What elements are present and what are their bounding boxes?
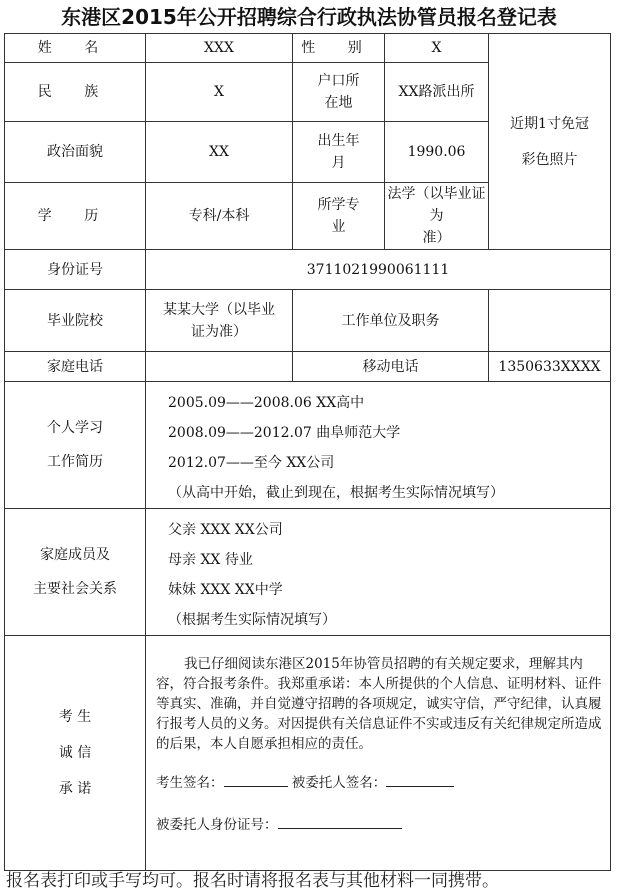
signature-row <box>156 772 602 794</box>
footer-note: 报名表打印或手写均可。报名时请将报名表与其他材料一同携带。 <box>6 871 499 891</box>
political-label: 政治面貌 <box>5 122 146 183</box>
pledge-label: 考 生 诚 信 承 诺 <box>5 636 146 871</box>
home-phone-value[interactable] <box>146 352 293 382</box>
proxy-sign-field[interactable] <box>386 772 454 787</box>
name-label: 姓 名 <box>5 34 146 63</box>
school-label: 毕业院校 <box>5 290 146 352</box>
resume-line: （从高中开始，截止到现在，根据考生实际情况填写） <box>168 485 504 501</box>
proxy-id-row <box>156 814 602 836</box>
pledge-content <box>146 636 611 871</box>
photo-hint-line-2: 彩色照片 <box>521 151 578 168</box>
birth-label: 出生年 月 <box>293 122 385 183</box>
education-label: 学 历 <box>5 183 146 250</box>
school-value[interactable]: 某某大学（以毕业 证为准） <box>146 290 293 352</box>
resume-line: 2008.09——2012.07 曲阜师范大学 <box>168 425 401 441</box>
ethnicity-label: 民 族 <box>5 63 146 122</box>
family-line: 母亲 XX 待业 <box>168 552 253 568</box>
id-label: 身份证号 <box>5 250 146 290</box>
resume-line: 2005.09——2008.06 XX高中 <box>168 395 365 411</box>
pledge-text: 我已仔细阅读东港区2015年协管员招聘的有关规定要求，理解其内容，符合报考条件。我郑重承诺：本人所提供的个人信息、证明材料、证件等真实、准确，并自觉遵守招聘的各项规定，诚实守信，严守纪律，认真履行报考人员的义务。对因提供有关信息证件不实或违反有关纪律规定所造成的后果，本人自愿承担相应的责任。 <box>156 656 602 752</box>
birth-value[interactable]: 1990.06 <box>385 122 489 183</box>
major-label: 所学专 业 <box>293 183 385 250</box>
gender-label: 性 别 <box>293 34 385 63</box>
hukou-value[interactable]: XX路派出所 <box>385 63 489 122</box>
name-value[interactable]: XXX <box>146 34 293 63</box>
home-phone-label: 家庭电话 <box>5 352 146 382</box>
family-value[interactable] <box>146 509 611 636</box>
sign-field[interactable] <box>224 772 288 787</box>
family-line: 父亲 XXX XX公司 <box>168 522 283 538</box>
proxy-id-field[interactable] <box>278 814 402 829</box>
registration-form <box>4 33 611 871</box>
ethnicity-value[interactable]: X <box>146 63 293 122</box>
gender-value[interactable]: X <box>385 34 489 63</box>
photo-box[interactable] <box>489 34 611 250</box>
hukou-label: 户口所 在地 <box>293 63 385 122</box>
mobile-value[interactable]: 1350633XXXX <box>489 352 611 382</box>
proxy-sign-label: 被委托人签名： <box>291 775 387 791</box>
work-label: 工作单位及职务 <box>293 290 489 352</box>
resume-line: 2012.07——至今 XX公司 <box>168 455 335 471</box>
major-value[interactable]: 法学（以毕业证为 准） <box>385 183 489 250</box>
mobile-label: 移动电话 <box>293 352 489 382</box>
proxy-id-label: 被委托人身份证号： <box>156 817 278 833</box>
resume-value[interactable] <box>146 382 611 509</box>
education-value[interactable]: 专科/本科 <box>146 183 293 250</box>
family-label: 家庭成员及 主要社会关系 <box>5 509 146 636</box>
form-title: 东港区2015年公开招聘综合行政执法协管员报名登记表 <box>61 5 557 29</box>
sign-label: 考生签名： <box>156 775 224 791</box>
work-value[interactable] <box>489 290 611 352</box>
family-line: 妹妹 XXX XX中学 <box>168 582 283 598</box>
photo-hint-line-1: 近期1寸免冠 <box>510 115 589 132</box>
family-line: （根据考生实际情况填写） <box>168 612 336 628</box>
political-value[interactable]: XX <box>146 122 293 183</box>
id-value[interactable]: 3711021990061111 <box>146 250 611 290</box>
resume-label: 个人学习 工作简历 <box>5 382 146 509</box>
